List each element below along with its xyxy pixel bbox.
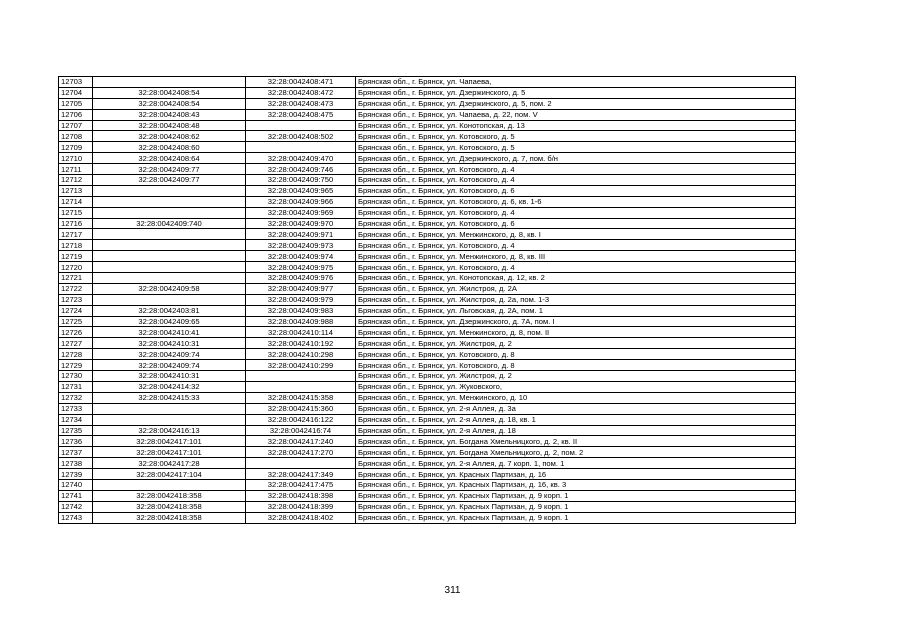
table-row xyxy=(59,142,796,153)
record-number-cell: 12714 xyxy=(59,196,93,207)
land-cadastral-number-cell: 32:28:0042403:81 xyxy=(93,305,246,316)
record-number-cell: 12740 xyxy=(59,479,93,490)
record-number-cell: 12737 xyxy=(59,447,93,458)
table-row xyxy=(59,240,796,251)
address-cell: Брянская обл., г. Брянск, ул. Жуковского, xyxy=(356,381,796,392)
address-cell: Брянская обл., г. Брянск, ул. Жилстроя, д. 2 xyxy=(356,371,796,382)
record-number-cell: 12703 xyxy=(59,77,93,88)
address-cell: Брянская обл., г. Брянск, ул. Конотопская, д. 12, кв. 2 xyxy=(356,273,796,284)
building-cadastral-number-cell: 32:28:0042409:983 xyxy=(246,305,356,316)
address-cell: Брянская обл., г. Брянск, ул. Чапаева, xyxy=(356,77,796,88)
land-cadastral-number-cell: 32:28:0042409:65 xyxy=(93,316,246,327)
address-cell: Брянская обл., г. Брянск, ул. Жилстроя, д. 2А xyxy=(356,283,796,294)
table-row xyxy=(59,251,796,262)
table-row xyxy=(59,490,796,501)
land-cadastral-number-cell: 32:28:0042410:31 xyxy=(93,371,246,382)
land-cadastral-number-cell: 32:28:0042414:32 xyxy=(93,381,246,392)
building-cadastral-number-cell xyxy=(246,120,356,131)
cadastral-registry-table xyxy=(58,76,796,524)
table-row xyxy=(59,164,796,175)
table-row xyxy=(59,501,796,512)
address-cell: Брянская обл., г. Брянск, ул. Менжинского, д. 8, кв. III xyxy=(356,251,796,262)
address-cell: Брянская обл., г. Брянск, ул. Красных Партизан, д. 9 корп. 1 xyxy=(356,490,796,501)
record-number-cell: 12726 xyxy=(59,327,93,338)
table-row xyxy=(59,218,796,229)
table-row xyxy=(59,338,796,349)
record-number-cell: 12713 xyxy=(59,185,93,196)
table-row xyxy=(59,512,796,523)
table-row xyxy=(59,425,796,436)
address-cell: Брянская обл., г. Брянск, ул. Котовского, д. 6 xyxy=(356,218,796,229)
record-number-cell: 12705 xyxy=(59,98,93,109)
record-number-cell: 12742 xyxy=(59,501,93,512)
building-cadastral-number-cell: 32:28:0042408:475 xyxy=(246,109,356,120)
land-cadastral-number-cell: 32:28:0042417:104 xyxy=(93,469,246,480)
table-row xyxy=(59,414,796,425)
table-row xyxy=(59,469,796,480)
registry-table-body xyxy=(59,77,796,524)
table-row xyxy=(59,207,796,218)
address-cell: Брянская обл., г. Брянск, ул. Котовского, д. 6 xyxy=(356,185,796,196)
land-cadastral-number-cell: 32:28:0042408:48 xyxy=(93,120,246,131)
land-cadastral-number-cell: 32:28:0042417:101 xyxy=(93,436,246,447)
land-cadastral-number-cell: 32:28:0042409:740 xyxy=(93,218,246,229)
address-cell: Брянская обл., г. Брянск, ул. Котовского, д. 4 xyxy=(356,262,796,273)
record-number-cell: 12712 xyxy=(59,175,93,186)
land-cadastral-number-cell xyxy=(93,207,246,218)
land-cadastral-number-cell: 32:28:0042409:77 xyxy=(93,164,246,175)
table-row xyxy=(59,175,796,186)
record-number-cell: 12743 xyxy=(59,512,93,523)
record-number-cell: 12722 xyxy=(59,283,93,294)
address-cell: Брянская обл., г. Брянск, ул. Жилстроя, д. 2а, пом. 1-3 xyxy=(356,294,796,305)
record-number-cell: 12733 xyxy=(59,403,93,414)
address-cell: Брянская обл., г. Брянск, ул. Котовского, д. 8 xyxy=(356,360,796,371)
land-cadastral-number-cell: 32:28:0042418:358 xyxy=(93,490,246,501)
table-row xyxy=(59,185,796,196)
building-cadastral-number-cell: 32:28:0042409:988 xyxy=(246,316,356,327)
record-number-cell: 12717 xyxy=(59,229,93,240)
building-cadastral-number-cell: 32:28:0042409:977 xyxy=(246,283,356,294)
table-row xyxy=(59,479,796,490)
address-cell: Брянская обл., г. Брянск, ул. Котовского, д. 5 xyxy=(356,142,796,153)
building-cadastral-number-cell: 32:28:0042418:399 xyxy=(246,501,356,512)
record-number-cell: 12721 xyxy=(59,273,93,284)
building-cadastral-number-cell: 32:28:0042416:122 xyxy=(246,414,356,425)
record-number-cell: 12710 xyxy=(59,153,93,164)
record-number-cell: 12709 xyxy=(59,142,93,153)
table-row xyxy=(59,262,796,273)
building-cadastral-number-cell: 32:28:0042418:398 xyxy=(246,490,356,501)
address-cell: Брянская обл., г. Брянск, ул. Дзержинского, д. 5 xyxy=(356,87,796,98)
record-number-cell: 12735 xyxy=(59,425,93,436)
land-cadastral-number-cell xyxy=(93,251,246,262)
building-cadastral-number-cell xyxy=(246,381,356,392)
record-number-cell: 12718 xyxy=(59,240,93,251)
land-cadastral-number-cell: 32:28:0042408:54 xyxy=(93,87,246,98)
table-row xyxy=(59,305,796,316)
address-cell: Брянская обл., г. Брянск, ул. Котовского, д. 8 xyxy=(356,349,796,360)
address-cell: Брянская обл., г. Брянск, ул. Конотопская, д. 13 xyxy=(356,120,796,131)
building-cadastral-number-cell xyxy=(246,142,356,153)
address-cell: Брянская обл., г. Брянск, ул. Жилстроя, д. 2 xyxy=(356,338,796,349)
address-cell: Брянская обл., г. Брянск, ул. 2-я Аллея, д. 7 корп. 1, пом. 1 xyxy=(356,458,796,469)
record-number-cell: 12704 xyxy=(59,87,93,98)
building-cadastral-number-cell: 32:28:0042409:979 xyxy=(246,294,356,305)
land-cadastral-number-cell xyxy=(93,196,246,207)
building-cadastral-number-cell: 32:28:0042408:472 xyxy=(246,87,356,98)
building-cadastral-number-cell: 32:28:0042409:746 xyxy=(246,164,356,175)
record-number-cell: 12711 xyxy=(59,164,93,175)
table-row xyxy=(59,316,796,327)
record-number-cell: 12741 xyxy=(59,490,93,501)
land-cadastral-number-cell: 32:28:0042409:77 xyxy=(93,175,246,186)
land-cadastral-number-cell: 32:28:0042418:358 xyxy=(93,512,246,523)
land-cadastral-number-cell: 32:28:0042415:33 xyxy=(93,392,246,403)
table-row xyxy=(59,294,796,305)
land-cadastral-number-cell xyxy=(93,294,246,305)
address-cell: Брянская обл., г. Брянск, ул. Красных Партизан, д. 16, кв. 3 xyxy=(356,479,796,490)
building-cadastral-number-cell: 32:28:0042409:965 xyxy=(246,185,356,196)
address-cell: Брянская обл., г. Брянск, ул. Богдана Хмельницкого, д. 2, кв. II xyxy=(356,436,796,447)
building-cadastral-number-cell xyxy=(246,458,356,469)
land-cadastral-number-cell: 32:28:0042417:28 xyxy=(93,458,246,469)
building-cadastral-number-cell: 32:28:0042410:298 xyxy=(246,349,356,360)
record-number-cell: 12715 xyxy=(59,207,93,218)
building-cadastral-number-cell: 32:28:0042410:299 xyxy=(246,360,356,371)
land-cadastral-number-cell: 32:28:0042408:43 xyxy=(93,109,246,120)
building-cadastral-number-cell: 32:28:0042418:402 xyxy=(246,512,356,523)
table-row xyxy=(59,458,796,469)
record-number-cell: 12723 xyxy=(59,294,93,305)
land-cadastral-number-cell: 32:28:0042410:41 xyxy=(93,327,246,338)
address-cell: Брянская обл., г. Брянск, ул. Красных Партизан, д. 9 корп. 1 xyxy=(356,512,796,523)
record-number-cell: 12738 xyxy=(59,458,93,469)
building-cadastral-number-cell: 32:28:0042417:349 xyxy=(246,469,356,480)
building-cadastral-number-cell: 32:28:0042409:470 xyxy=(246,153,356,164)
address-cell: Брянская обл., г. Брянск, ул. Котовского, д. 4 xyxy=(356,175,796,186)
record-number-cell: 12725 xyxy=(59,316,93,327)
record-number-cell: 12716 xyxy=(59,218,93,229)
record-number-cell: 12728 xyxy=(59,349,93,360)
building-cadastral-number-cell: 32:28:0042410:192 xyxy=(246,338,356,349)
record-number-cell: 12719 xyxy=(59,251,93,262)
building-cadastral-number-cell: 32:28:0042408:502 xyxy=(246,131,356,142)
address-cell: Брянская обл., г. Брянск, ул. Красных Партизан, д. 16 xyxy=(356,469,796,480)
table-row xyxy=(59,196,796,207)
record-number-cell: 12706 xyxy=(59,109,93,120)
table-row xyxy=(59,392,796,403)
table-row xyxy=(59,381,796,392)
building-cadastral-number-cell: 32:28:0042409:976 xyxy=(246,273,356,284)
building-cadastral-number-cell: 32:28:0042408:471 xyxy=(246,77,356,88)
building-cadastral-number-cell: 32:28:0042409:969 xyxy=(246,207,356,218)
land-cadastral-number-cell xyxy=(93,240,246,251)
land-cadastral-number-cell xyxy=(93,229,246,240)
table-row xyxy=(59,371,796,382)
land-cadastral-number-cell: 32:28:0042409:58 xyxy=(93,283,246,294)
land-cadastral-number-cell: 32:28:0042408:64 xyxy=(93,153,246,164)
building-cadastral-number-cell: 32:28:0042409:966 xyxy=(246,196,356,207)
address-cell: Брянская обл., г. Брянск, ул. 2-я Аллея, д. 3а xyxy=(356,403,796,414)
land-cadastral-number-cell xyxy=(93,414,246,425)
land-cadastral-number-cell: 32:28:0042416:13 xyxy=(93,425,246,436)
address-cell: Брянская обл., г. Брянск, ул. Котовского, д. 6, кв. 1-6 xyxy=(356,196,796,207)
address-cell: Брянская обл., г. Брянск, ул. Дзержинского, д. 7А, пом. I xyxy=(356,316,796,327)
land-cadastral-number-cell: 32:28:0042409:74 xyxy=(93,349,246,360)
table-row xyxy=(59,327,796,338)
building-cadastral-number-cell: 32:28:0042416:74 xyxy=(246,425,356,436)
address-cell: Брянская обл., г. Брянск, ул. Котовского, д. 5 xyxy=(356,131,796,142)
land-cadastral-number-cell: 32:28:0042408:62 xyxy=(93,131,246,142)
table-row xyxy=(59,283,796,294)
table-row xyxy=(59,153,796,164)
record-number-cell: 12708 xyxy=(59,131,93,142)
building-cadastral-number-cell: 32:28:0042417:475 xyxy=(246,479,356,490)
table-row xyxy=(59,120,796,131)
address-cell: Брянская обл., г. Брянск, ул. Менжинского, д. 8, кв. I xyxy=(356,229,796,240)
table-row xyxy=(59,131,796,142)
address-cell: Брянская обл., г. Брянск, ул. Красных Партизан, д. 9 корп. 1 xyxy=(356,501,796,512)
page-number: 311 xyxy=(444,585,461,596)
address-cell: Брянская обл., г. Брянск, ул. 2-я Аллея, д. 18, кв. 1 xyxy=(356,414,796,425)
address-cell: Брянская обл., г. Брянск, ул. Менжинского, д. 8, пом. II xyxy=(356,327,796,338)
address-cell: Брянская обл., г. Брянск, ул. 2-я Аллея, д. 18 xyxy=(356,425,796,436)
record-number-cell: 12731 xyxy=(59,381,93,392)
record-number-cell: 12720 xyxy=(59,262,93,273)
building-cadastral-number-cell: 32:28:0042417:240 xyxy=(246,436,356,447)
record-number-cell: 12739 xyxy=(59,469,93,480)
address-cell: Брянская обл., г. Брянск, ул. Котовского, д. 4 xyxy=(356,240,796,251)
building-cadastral-number-cell: 32:28:0042409:750 xyxy=(246,175,356,186)
address-cell: Брянская обл., г. Брянск, ул. Дзержинского, д. 7, пом. б/н xyxy=(356,153,796,164)
table-row xyxy=(59,87,796,98)
table-row xyxy=(59,436,796,447)
land-cadastral-number-cell xyxy=(93,262,246,273)
land-cadastral-number-cell xyxy=(93,77,246,88)
building-cadastral-number-cell: 32:28:0042409:971 xyxy=(246,229,356,240)
building-cadastral-number-cell: 32:28:0042417:270 xyxy=(246,447,356,458)
address-cell: Брянская обл., г. Брянск, ул. Котовского, д. 4 xyxy=(356,164,796,175)
address-cell: Брянская обл., г. Брянск, ул. Богдана Хмельницкого, д. 2, пом. 2 xyxy=(356,447,796,458)
land-cadastral-number-cell: 32:28:0042408:54 xyxy=(93,98,246,109)
address-cell: Брянская обл., г. Брянск, ул. Чапаева, д. 22, пом. V xyxy=(356,109,796,120)
table-row xyxy=(59,273,796,284)
address-cell: Брянская обл., г. Брянск, ул. Льговская, д. 2А, пом. 1 xyxy=(356,305,796,316)
record-number-cell: 12736 xyxy=(59,436,93,447)
record-number-cell: 12732 xyxy=(59,392,93,403)
record-number-cell: 12734 xyxy=(59,414,93,425)
address-cell: Брянская обл., г. Брянск, ул. Дзержинского, д. 5, пом. 2 xyxy=(356,98,796,109)
record-number-cell: 12729 xyxy=(59,360,93,371)
land-cadastral-number-cell xyxy=(93,185,246,196)
table-row xyxy=(59,447,796,458)
address-cell: Брянская обл., г. Брянск, ул. Котовского, д. 4 xyxy=(356,207,796,218)
building-cadastral-number-cell: 32:28:0042415:360 xyxy=(246,403,356,414)
table-row xyxy=(59,229,796,240)
land-cadastral-number-cell xyxy=(93,273,246,284)
table-row xyxy=(59,349,796,360)
land-cadastral-number-cell: 32:28:0042409:74 xyxy=(93,360,246,371)
record-number-cell: 12724 xyxy=(59,305,93,316)
building-cadastral-number-cell: 32:28:0042415:358 xyxy=(246,392,356,403)
building-cadastral-number-cell: 32:28:0042409:970 xyxy=(246,218,356,229)
building-cadastral-number-cell: 32:28:0042409:975 xyxy=(246,262,356,273)
record-number-cell: 12730 xyxy=(59,371,93,382)
building-cadastral-number-cell: 32:28:0042410:114 xyxy=(246,327,356,338)
land-cadastral-number-cell: 32:28:0042408:60 xyxy=(93,142,246,153)
land-cadastral-number-cell: 32:28:0042418:358 xyxy=(93,501,246,512)
table-row xyxy=(59,77,796,88)
land-cadastral-number-cell xyxy=(93,403,246,414)
table-row xyxy=(59,98,796,109)
table-row xyxy=(59,109,796,120)
record-number-cell: 12707 xyxy=(59,120,93,131)
building-cadastral-number-cell: 32:28:0042408:473 xyxy=(246,98,356,109)
building-cadastral-number-cell: 32:28:0042409:973 xyxy=(246,240,356,251)
land-cadastral-number-cell xyxy=(93,479,246,490)
table-row xyxy=(59,403,796,414)
building-cadastral-number-cell: 32:28:0042409:974 xyxy=(246,251,356,262)
table-row xyxy=(59,360,796,371)
land-cadastral-number-cell: 32:28:0042410:31 xyxy=(93,338,246,349)
land-cadastral-number-cell: 32:28:0042417:101 xyxy=(93,447,246,458)
record-number-cell: 12727 xyxy=(59,338,93,349)
address-cell: Брянская обл., г. Брянск, ул. Менжинского, д. 10 xyxy=(356,392,796,403)
building-cadastral-number-cell xyxy=(246,371,356,382)
